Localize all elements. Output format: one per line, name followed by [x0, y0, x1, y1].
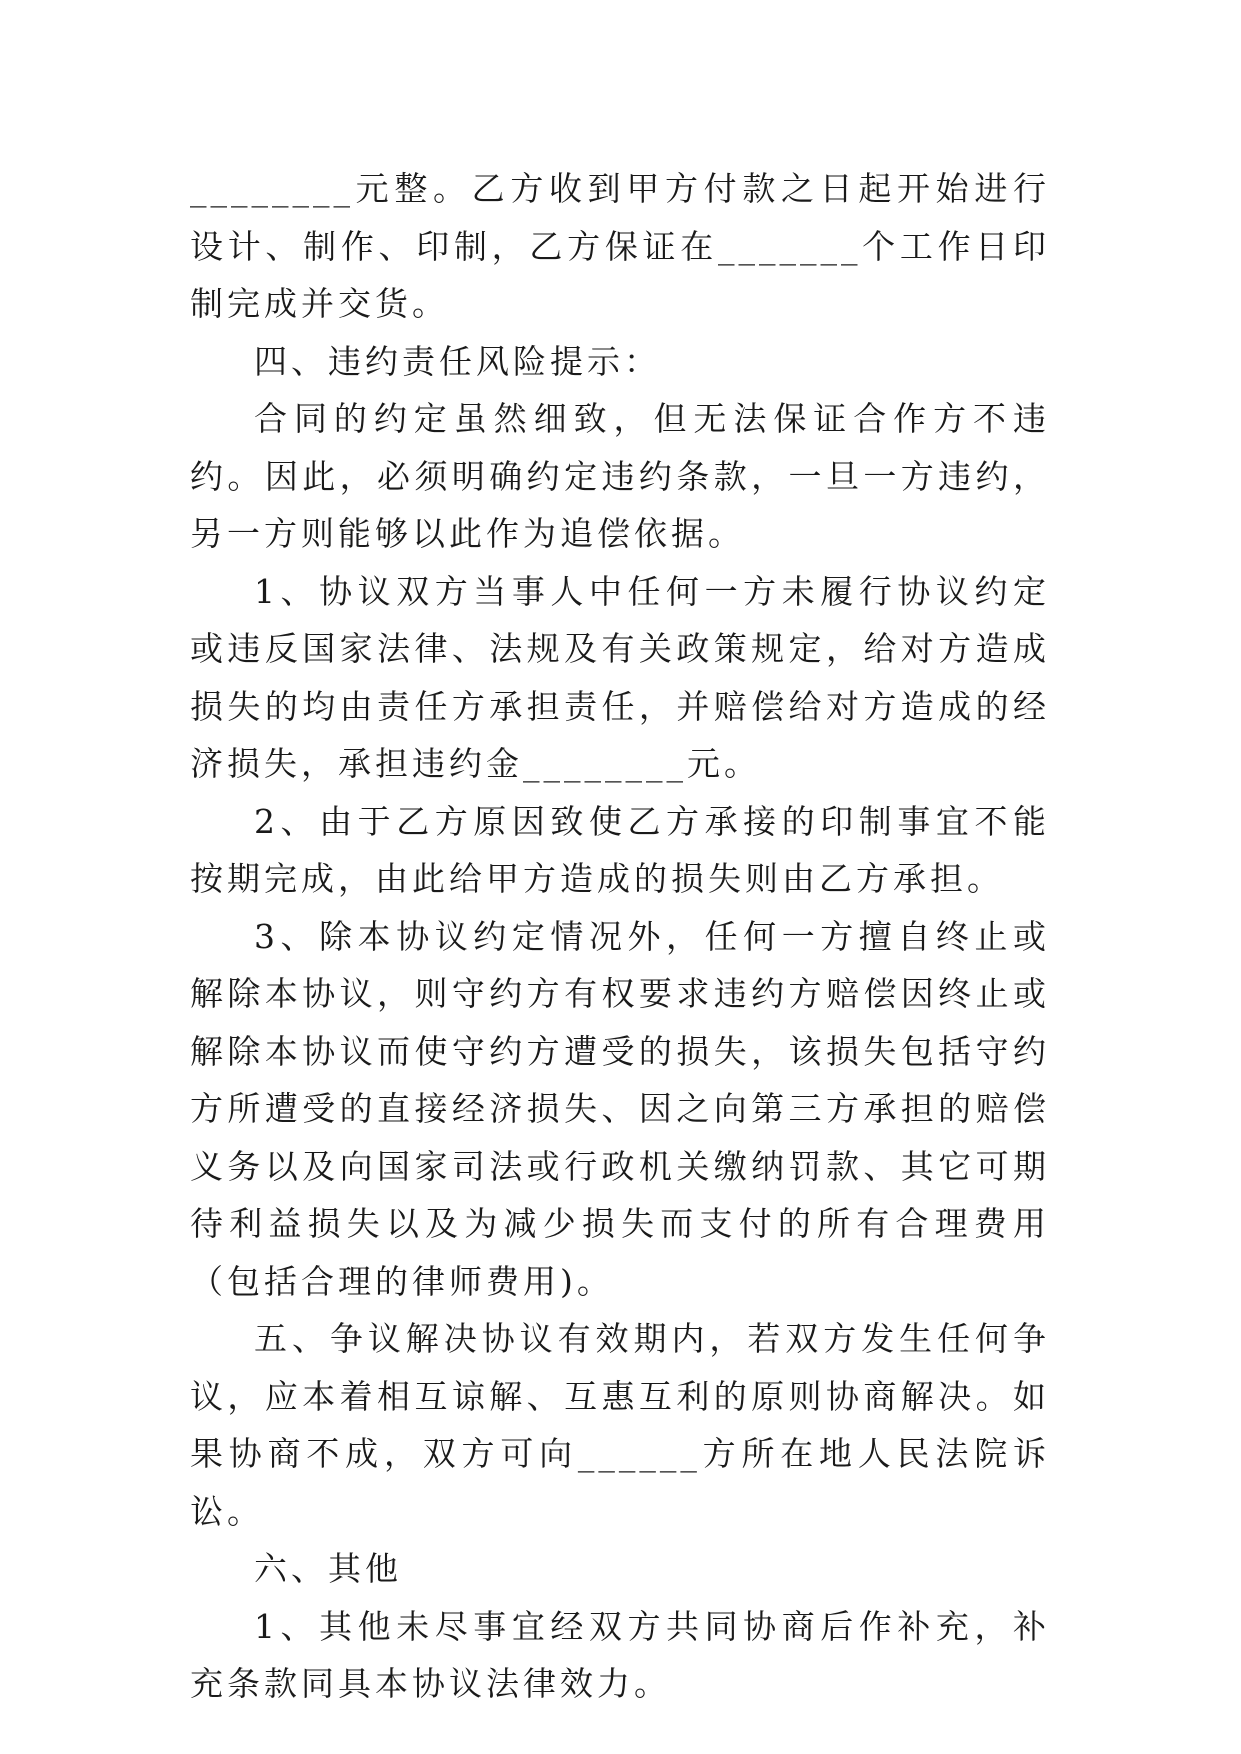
clause-dispute-resolution: 五、争议解决协议有效期内，若双方发生任何争议，应本着相互谅解、互惠互利的原则协商解决。如果协商不成，双方可向______方所在地人民法院诉讼。: [190, 1319, 1050, 1531]
clause-breach-2: 2、由于乙方原因致使乙方承接的印制事宜不能按期完成，由此给甲方造成的损失则由乙方承担。: [190, 801, 1050, 898]
document-body: [190, 160, 1050, 1713]
paragraph-breach-notice: 合同的约定虽然细致，但无法保证合作方不违约。因此，必须明确约定违约条款，一旦一方违约，另一方则能够以此作为追偿依据。: [190, 399, 1050, 553]
paragraph-payment-delivery: ________元整。乙方收到甲方付款之日起开始进行设计、制作、印制，乙方保证在_______个工作日印制完成并交货。: [190, 169, 1050, 323]
heading-other: 六、其他: [254, 1549, 402, 1588]
heading-breach-liability: 四、违约责任风险提示：: [254, 341, 661, 381]
clause-breach-1: 1、协议双方当事人中任何一方未履行协议约定或违反国家法律、法规及有关政策规定，给对方造成损失的均由责任方承担责任，并赔偿给对方造成的经济损失，承担违约金________元。: [190, 571, 1050, 783]
clause-breach-3: 3、除本协议约定情况外，任何一方擅自终止或解除本协议，则守约方有权要求违约方赔偿因终止或解除本协议而使守约方遭受的损失，该损失包括守约方所遭受的直接经济损失、因之向第三方承担的赔偿义务以及向国家司法或行政机关缴纳罚款、其它可期待利益损失以及为减少损失而支付的所有合理费用（包括合理的律师费用)。: [190, 916, 1050, 1301]
clause-other-1: 1、其他未尽事宜经双方共同协商后作补充，补充条款同具本协议法律效力。: [190, 1606, 1050, 1703]
